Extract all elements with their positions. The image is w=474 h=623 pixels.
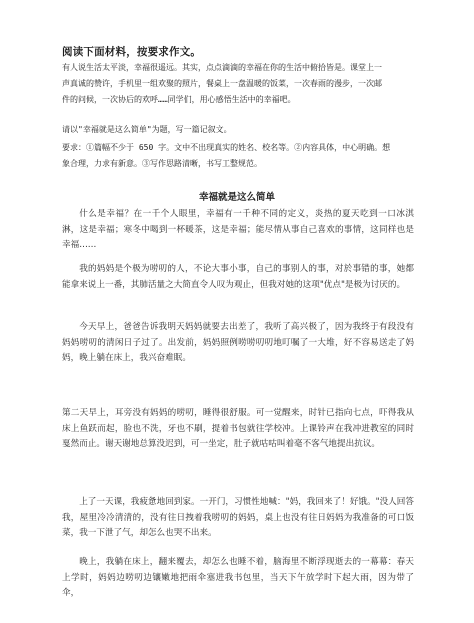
prompt-line: 声真诚的赞许，手机里一组欢聚的照片，餐桌上一盘温暖的饭菜，一次春雨的漫步，一次邮 bbox=[62, 79, 382, 88]
requirement-line: 象合理，力求有新意。③写作思路清晰，书写工整规范。 bbox=[62, 159, 262, 168]
essay-paragraph: 今天早上，爸爸告诉我明天妈妈就要去出差了，我听了高兴极了，因为我终于有段没有妈妈唠叨的清闲日子过了。出发前，妈妈照例唠唠叨叨地叮嘱了一大堆，好不容易送走了妈妈，晚上躺在床上，我兴奋难眠。 bbox=[62, 322, 414, 363]
prompt-line: 件的问候，一次协后的欢呼……同学们，用心感悟生活中的幸福吧。 bbox=[62, 95, 296, 104]
essay-paragraph: 什么是幸福？在一千个人眼里，幸福有一千种不同的定义，炎热的夏天吃到一口冰淇淋，这是幸福；寒冬中喝到一杯暖茶，这是幸福；能尽情从事自己喜欢的事情，这同样也是幸福…… bbox=[62, 209, 414, 250]
essay-paragraph: 上了一天课，我疲惫地回到家。一开门，习惯性地喊："妈，我回来了！好饿。"没人回答我，屋里冷冷清清的，没有往日拽着我唠叨的妈妈，桌上也没有往日妈妈为我准备的可口饭菜，我一下泄了气，却怎么也哭不出来。 bbox=[62, 497, 414, 538]
requirement-line: 要求：①篇幅不少于 650 字。文中不出现真实的姓名、校名等。②内容具体，中心明确。想 bbox=[62, 143, 391, 152]
essay-paragraph: 第二天早上，耳旁没有妈妈的唠叨，睡得很舒服。可一觉醒来，时针已指向七点，吓得我从床上鱼跃而起，脸也不洗，牙也不刷，提着书包就往学校冲。上课铃声在我冲进教室的同时戛然而止。谢天谢地总算没迟到，可一坐定，肚子就咕咕叫着毫不客气地提出抗议。 bbox=[62, 408, 414, 449]
essay-paragraph: 晚上，我躺在床上，翻来覆去，却怎么也睡不着，脑海里不断浮现逝去的一幕幕：春天上学时，妈妈边唠叨边镶嫩地把雨伞塞进我书包里，当天下午放学时下起大雨，因为带了伞， bbox=[62, 557, 414, 598]
essay-title: 幸福就是这么简单 bbox=[198, 192, 275, 203]
prompt-heading: 阅读下面材料，按要求作文。 bbox=[62, 46, 202, 58]
prompt-topic: 请以"幸福就是这么简单"为题，写一篇记叙文。 bbox=[62, 125, 232, 134]
essay-paragraph: 我的妈妈是个极为唠叨的人，不论大事小事，自己的事别人的事，对於事错的事，她都能拿来说上一番，其肺活量之大简直令人叹为观止，但我对她的这项"优点"是极为讨厌的。 bbox=[62, 264, 414, 290]
prompt-material bbox=[62, 60, 424, 108]
prompt-line: 有人说生活太平淡，幸福很遥远。其实，点点滴滴的幸福在你的生活中俯拾皆是。课堂上一 bbox=[62, 63, 382, 72]
prompt-requirements bbox=[62, 140, 424, 172]
